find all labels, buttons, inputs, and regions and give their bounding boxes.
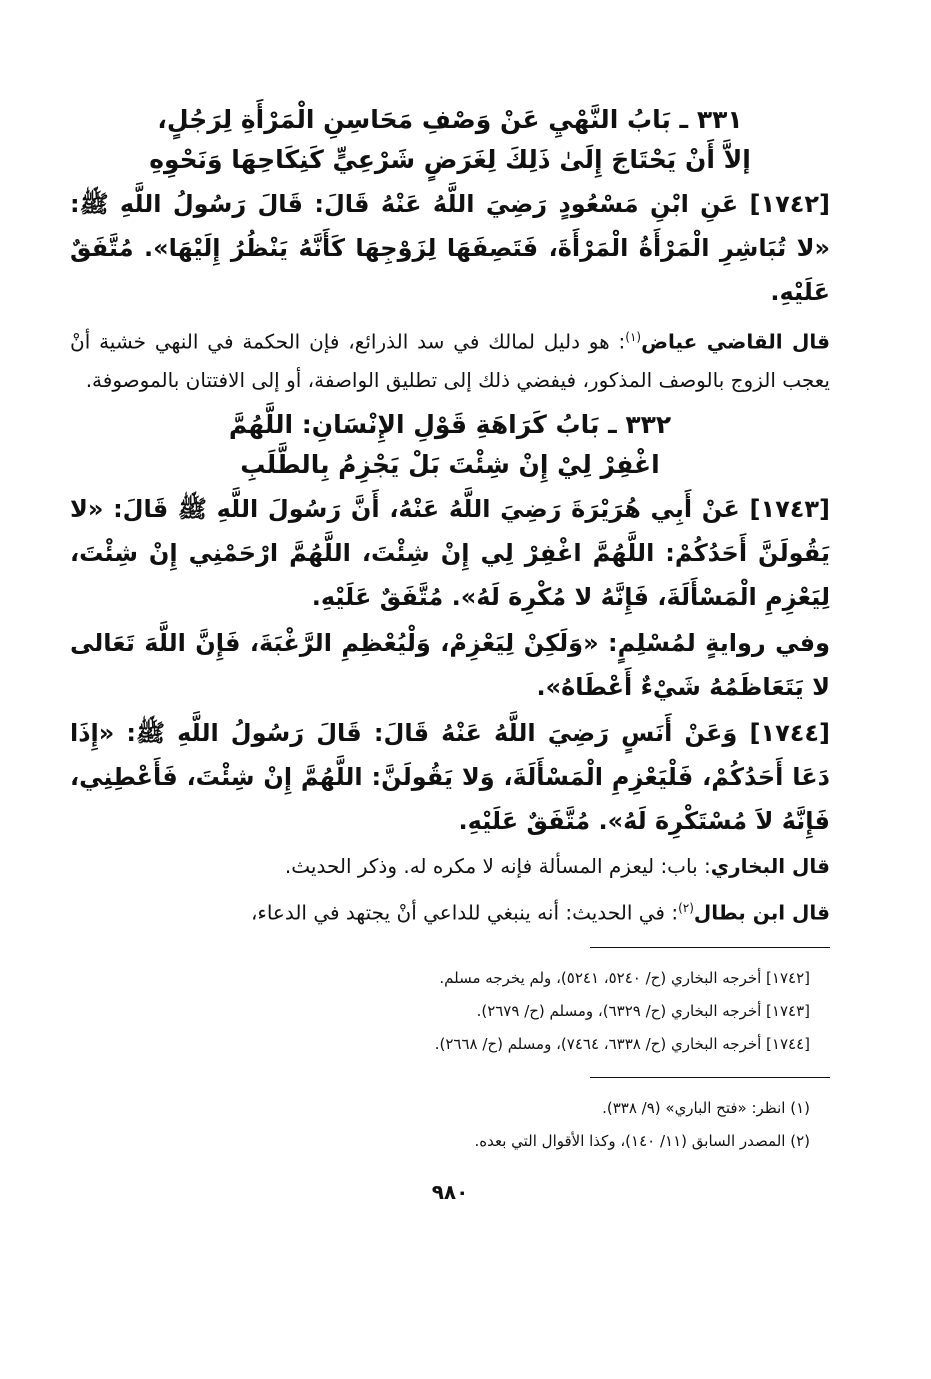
- hadith-text: وَعَنْ أَنَسٍ رَضِيَ اللَّهُ عَنْهُ قَالَ: قَالَ رَسُولُ اللَّهِ ﷺ: «إِذَا دَعَا أَحَدُكُمْ، فَلْيَعْزِمِ الْمَسْأَلَةَ، وَلا يَقُولَنَّ: اللَّهُمَّ إِنْ شِئْتَ، فَأَعْطِنِي، فَإِنَّهُ لاَ مُسْتَكْرِهَ لَهُ». مُتَّفَقٌ عَلَيْهِ.: [70, 718, 830, 835]
- hadith-number: [١٧٤٢]: [749, 190, 831, 218]
- hadith-variant-text: وفي روايةٍ لمُسْلِمٍ: «وَلَكِنْ لِيَعْزِمْ، وَلْيُعْظِمِ الرَّغْبَةَ، فَإِنَّ اللَّهَ تَعَالى لا يَتَعَاظَمُهُ شَيْءٌ أَعْطَاهُ».: [70, 628, 830, 701]
- comment-ibn-battal: [70, 889, 830, 932]
- footnote-ref: (١): [625, 330, 642, 344]
- chapter-title-line: إلاَّ أَنْ يَحْتَاجَ إِلَىٰ ذَلِكَ لِغَرَضٍ شَرْعِيٍّ كَنِكَاحِهَا وَنَحْوِهِ: [149, 145, 751, 174]
- commentator-name: قال القاضي عياض: [641, 329, 830, 354]
- hadith-1742: [70, 182, 830, 314]
- chapter-332-heading: [70, 405, 830, 485]
- page-content: [70, 100, 830, 1204]
- takhrij-note: [١٧٤٣] أخرجه البخاري (ح/ ٦٣٢٩)، ومسلم (ح/ ٢٦٧٩).: [476, 1002, 810, 1021]
- footnote-ref: (٢): [678, 900, 694, 915]
- takhrij-note: [١٧٤٤] أخرجه البخاري (ح/ ٦٣٣٨، ٧٤٦٤)، ومسلم (ح/ ٢٦٦٨).: [434, 1035, 810, 1054]
- comment-text: : في الحديث: أنه ينبغي للداعي أنْ يجتهد في الدعاء،: [250, 900, 679, 925]
- comment-text: : باب: ليعزم المسألة فإنه لا مكره له. وذكر الحديث.: [284, 853, 711, 878]
- comment-text: : هو دليل لمالك في سد الذرائع، فإن الحكمة في النهي خشية أنْ يعجب الزوج بالوصف المذكور، فيفضي ذلك إلى تطليق الواصفة، أو إلى الافتتان بالموصوفة.: [70, 329, 830, 392]
- hadith-number: [١٧٤٣]: [749, 494, 830, 523]
- commentator-name: قال البخاري: [710, 853, 830, 878]
- hadith-number: [١٧٤٤]: [749, 718, 830, 747]
- hadith-text: عَنْ أَبِي هُرَيْرَةَ رَضِيَ اللَّهُ عَنْهُ، أَنَّ رَسُولَ اللَّهِ ﷺ قَالَ: «لا يَقُولَنَّ أَحَدُكُمْ: اللَّهُمَّ اغْفِرْ لِي إِنْ شِئْتَ، اللَّهُمَّ ارْحَمْنِي إِنْ شِئْتَ، لِيَعْزِمِ الْمَسْأَلَةَ، فَإِنَّهُ لا مُكْرِهَ لَهُ». مُتَّفَقٌ عَلَيْهِ.: [70, 494, 830, 611]
- chapter-title-line: ٣٣٢ ـ بَابُ كَرَاهَةِ قَوْلِ الإِنْسَانِ: اللَّهُمَّ: [228, 409, 672, 439]
- comment-bukhari: [70, 847, 830, 885]
- hadith-1744: [70, 711, 830, 843]
- footnote: (٢) المصدر السابق (١١/ ١٤٠)، وكذا الأقوال التي بعده.: [474, 1132, 810, 1151]
- chapter-331-heading: [70, 100, 830, 180]
- comment-qadi-iyad: [70, 318, 830, 399]
- footnotes: [70, 1092, 830, 1158]
- takhrij-notes: [70, 962, 830, 1061]
- chapter-title-line: اغْفِرْ لِيْ إِنْ شِئْتَ بَلْ يَجْزِمُ بِالطَّلَبِ: [240, 449, 660, 479]
- takhrij-note: [١٧٤٢] أخرجه البخاري (ح/ ٥٢٤٠، ٥٢٤١)، ولم يخرجه مسلم.: [439, 969, 810, 988]
- footnote-divider: [590, 1077, 830, 1078]
- hadith-text: عَنِ ابْنِ مَسْعُودٍ رَضِيَ اللَّهُ عَنْهُ قَالَ: قَالَ رَسُولُ اللَّهِ ﷺ: «لا تُبَاشِرِ الْمَرْأَةُ الْمَرْأَةَ، فَتَصِفَهَا لِزَوْجِهَا كَأَنَّهُ يَنْظُرُ إِلَيْهَا». مُتَّفَقٌ عَلَيْهِ.: [70, 190, 830, 306]
- page-number: ٩٨٠: [431, 1180, 469, 1205]
- footnote-divider: [590, 947, 830, 948]
- chapter-title-line: ٣٣١ ـ بَابُ النَّهْيِ عَنْ وَصْفِ مَحَاسِنِ الْمَرْأَةِ لِرَجُلٍ،: [157, 105, 743, 134]
- commentator-name: قال ابن بطال: [693, 900, 830, 925]
- footnote: (١) انظر: «فتح الباري» (٩/ ٣٣٨).: [602, 1099, 810, 1118]
- hadith-1743-variant: [70, 621, 830, 709]
- hadith-1743: [70, 487, 830, 619]
